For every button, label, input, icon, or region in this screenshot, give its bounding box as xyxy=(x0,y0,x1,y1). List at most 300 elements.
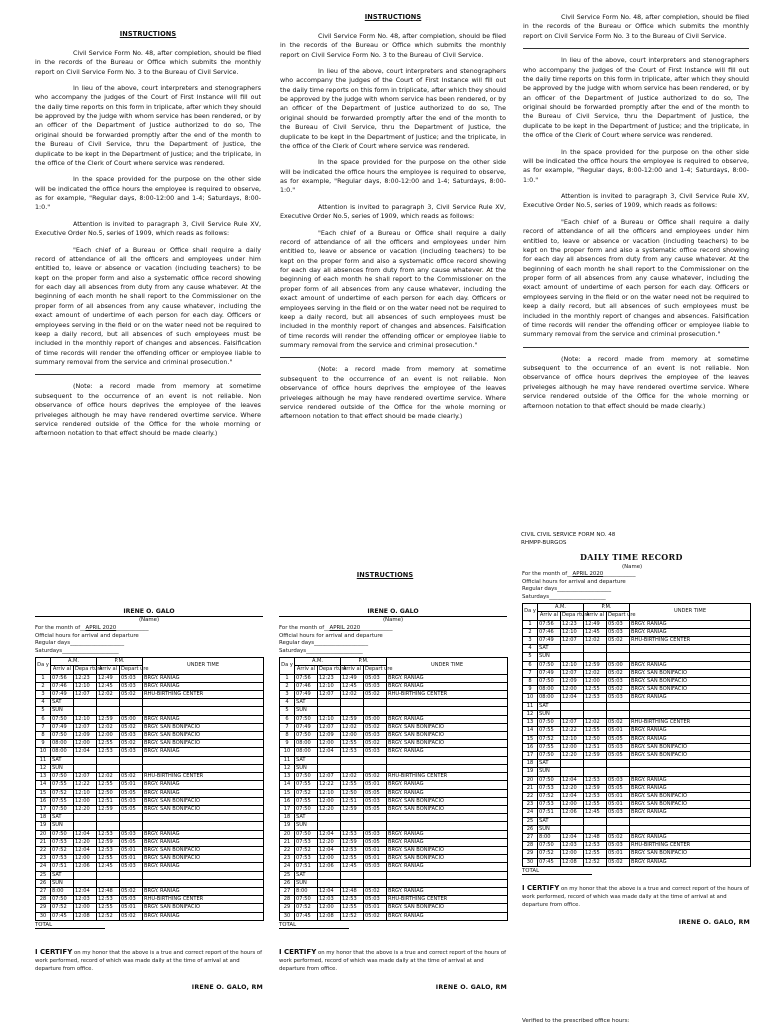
official-hours-label: Official hours for arrival and departure xyxy=(522,578,626,585)
table-row xyxy=(36,781,264,789)
am-arrival-cell: 07:53 xyxy=(538,801,561,809)
dtr-form-right xyxy=(522,564,750,926)
table-row xyxy=(36,896,264,904)
am-departure-cell xyxy=(74,764,97,772)
location-cell xyxy=(387,699,508,707)
day-cell: 11 xyxy=(523,702,538,710)
am-departure-cell: 12:09 xyxy=(561,678,584,686)
am-arrival-cell: 07:50 xyxy=(51,732,74,740)
table-row xyxy=(36,904,264,912)
pm-departure-cell: 05:03 xyxy=(364,732,387,740)
pm-departure-cell xyxy=(120,879,143,887)
month-value: APRIL 2020 xyxy=(572,571,604,577)
pm-departure-cell: 05:02 xyxy=(120,723,143,731)
pm-arrival-cell: 12:59 xyxy=(584,784,607,792)
am-arrival-cell: 07:45 xyxy=(51,912,74,920)
table-row xyxy=(523,727,751,735)
day-cell: 23 xyxy=(523,801,538,809)
table-row xyxy=(36,838,264,846)
saturdays-label: Saturdays xyxy=(35,647,63,654)
location-cell xyxy=(387,822,508,830)
day-cell: 25 xyxy=(280,871,295,879)
name-label: (Name) xyxy=(382,617,404,623)
pm-arrival-header: Arriv al xyxy=(584,612,607,620)
am-departure-cell xyxy=(561,702,584,710)
table-row xyxy=(36,740,264,748)
day-cell: 26 xyxy=(523,825,538,833)
table-row xyxy=(36,691,264,699)
day-cell: 2 xyxy=(523,628,538,636)
day-cell: 6 xyxy=(280,715,295,723)
am-departure-cell: 12:10 xyxy=(318,682,341,690)
am-departure-cell: 12:04 xyxy=(561,792,584,800)
day-cell: 17 xyxy=(36,805,51,813)
table-row xyxy=(280,797,508,805)
am-arrival-cell: 07:49 xyxy=(538,637,561,645)
table-row xyxy=(36,805,264,813)
location-cell: BRGY. RANIAG xyxy=(387,682,508,690)
table-row xyxy=(36,715,264,723)
am-departure-cell: 12:20 xyxy=(74,805,97,813)
table-row xyxy=(523,735,751,743)
pm-departure-cell: 05:02 xyxy=(607,833,630,841)
location-cell: BRGY. SAN BONIFACIO xyxy=(143,732,264,740)
table-row xyxy=(523,669,751,677)
am-arrival-header: Arriv al xyxy=(51,666,74,674)
location-cell: BRGY. RANIAG xyxy=(387,887,508,895)
pm-arrival-cell: 12:02 xyxy=(97,691,120,699)
table-row xyxy=(523,801,751,809)
table-row xyxy=(523,702,751,710)
table-row xyxy=(280,887,508,895)
table-row xyxy=(280,756,508,764)
pm-departure-cell: 05:03 xyxy=(364,674,387,682)
am-arrival-cell: 07:52 xyxy=(295,789,318,797)
table-row xyxy=(280,822,508,830)
table-row xyxy=(523,628,751,636)
day-cell: 26 xyxy=(280,879,295,887)
am-arrival-cell: 07:50 xyxy=(538,719,561,727)
pm-departure-cell: 05:03 xyxy=(607,628,630,636)
table-row xyxy=(280,740,508,748)
am-departure-cell: 12:22 xyxy=(561,727,584,735)
table-row xyxy=(280,682,508,690)
table-row xyxy=(280,805,508,813)
table-row xyxy=(36,863,264,871)
location-cell xyxy=(630,817,751,825)
pm-arrival-cell: 12:55 xyxy=(584,850,607,858)
pm-departure-cell: 05:03 xyxy=(607,776,630,784)
instructions-block-2 xyxy=(280,13,506,429)
location-cell: RHU-BIRTHING CENTER xyxy=(143,773,264,781)
location-cell xyxy=(143,699,264,707)
dtr-table xyxy=(522,603,751,867)
am-departure-cell xyxy=(561,710,584,718)
month-prefix: For the month of xyxy=(279,625,325,631)
pm-arrival-cell: 12:00 xyxy=(341,732,364,740)
am-departure-cell: 12:00 xyxy=(74,904,97,912)
table-row xyxy=(523,751,751,759)
table-row xyxy=(523,858,751,866)
location-cell: BRGY. RANIAG xyxy=(143,789,264,797)
pm-departure-header: Depart ure xyxy=(608,612,636,619)
am-departure-cell: 12:23 xyxy=(561,620,584,628)
day-cell: 30 xyxy=(36,912,51,920)
table-row xyxy=(280,879,508,887)
am-arrival-cell: SUN xyxy=(295,822,318,830)
am-arrival-cell: 07:55 xyxy=(295,797,318,805)
pm-arrival-cell: 12:02 xyxy=(341,773,364,781)
location-cell: BRGY. SAN BONIFACIO xyxy=(630,678,751,686)
location-cell: RHU-BIRTHING CENTER xyxy=(143,896,264,904)
location-cell: BRGY. SAN BONIFACIO xyxy=(143,846,264,854)
month-prefix: For the month of xyxy=(35,625,81,631)
day-cell: 24 xyxy=(523,809,538,817)
day-cell: 22 xyxy=(523,792,538,800)
am-arrival-cell: SUN xyxy=(538,768,561,776)
day-cell: 20 xyxy=(280,830,295,838)
location-cell: BRGY. SAN BONIFACIO xyxy=(630,801,751,809)
am-arrival-cell: 8:00 xyxy=(295,887,318,895)
am-arrival-cell: 07:56 xyxy=(51,674,74,682)
table-row xyxy=(36,773,264,781)
pm-arrival-cell: 12:50 xyxy=(341,789,364,797)
am-arrival-cell: 07:50 xyxy=(51,805,74,813)
location-cell xyxy=(387,756,508,764)
am-departure-cell: 12:10 xyxy=(74,789,97,797)
day-cell: 9 xyxy=(36,740,51,748)
day-cell: 13 xyxy=(523,719,538,727)
pm-departure-cell xyxy=(364,764,387,772)
official-hours-label: Official hours for arrival and departure xyxy=(35,632,139,639)
am-arrival-cell: 07:49 xyxy=(295,691,318,699)
am-departure-cell: 12:23 xyxy=(318,674,341,682)
pm-arrival-cell: 12:50 xyxy=(97,789,120,797)
pm-arrival-cell: 12:59 xyxy=(97,838,120,846)
pm-departure-cell: 05:05 xyxy=(120,838,143,846)
pm-arrival-cell: 12:59 xyxy=(341,838,364,846)
am-arrival-cell: 07:50 xyxy=(295,773,318,781)
day-cell: 9 xyxy=(280,740,295,748)
day-cell: 7 xyxy=(280,723,295,731)
table-row xyxy=(280,789,508,797)
day-cell: 21 xyxy=(36,838,51,846)
am-arrival-cell: 07:53 xyxy=(538,784,561,792)
pm-departure-cell: 05:01 xyxy=(120,846,143,854)
saturdays-label: Saturdays xyxy=(522,593,550,600)
location-cell xyxy=(630,710,751,718)
instructions-p6: (Note: a record made from memory at sometime subsequent to the occurrence of an event is not reliable. Non observance of office hours deprives the employee of the leaves priveleges although he may have rendered overtime service. Where service rendered outside of the Office for the whole morning or afternoon notation to that effect should be made clearly.) xyxy=(280,366,506,421)
table-row xyxy=(36,871,264,879)
location-cell: BRGY. SAN BONIFACIO xyxy=(630,743,751,751)
pm-departure-cell xyxy=(607,653,630,661)
day-cell: 27 xyxy=(523,833,538,841)
am-arrival-cell: 07:55 xyxy=(51,797,74,805)
pm-arrival-cell: 12:02 xyxy=(584,719,607,727)
table-row xyxy=(280,830,508,838)
pm-arrival-cell: 12:02 xyxy=(341,691,364,699)
am-arrival-header: Arriv al xyxy=(295,666,318,674)
am-departure-cell: 12:00 xyxy=(561,686,584,694)
location-cell xyxy=(630,825,751,833)
day-cell: 25 xyxy=(523,817,538,825)
am-arrival-cell: 07:53 xyxy=(295,855,318,863)
pm-departure-cell: 05:03 xyxy=(120,674,143,682)
am-departure-cell: 12:07 xyxy=(561,637,584,645)
day-cell: 27 xyxy=(280,887,295,895)
instructions-p5: "Each chief of a Bureau or Office shall require a daily record of attendance of all the officers and employees under him entitled to, leave or absence or vacation (including teachers) to be kept on the proper form and also a systematic office record showing for each day all absences from duty from any cause whatever. At the beginning of each month he shall report to the Commissioner on the proper form of all absences from any cause whatever, including the exact amount of undertime of each person for each day. Officers or employees serving in the field or on the water need not be required to keep a daily record, but all absences of such employees must be included in the monthly report of changes and absences. Falsification of time records will render the offending officer or employee liable to summary removal from the service and criminal prosecution." xyxy=(35,246,261,366)
form-number: CIVIL CIVIL SERVICE FORM NO. 48 xyxy=(521,532,616,538)
am-departure-cell xyxy=(561,760,584,768)
am-departure-cell xyxy=(74,822,97,830)
pm-arrival-cell: 12:00 xyxy=(97,732,120,740)
day-cell: 1 xyxy=(523,620,538,628)
location-cell: BRGY. RANIAG xyxy=(143,838,264,846)
am-arrival-cell: 08:00 xyxy=(538,694,561,702)
am-arrival-cell: 07:52 xyxy=(538,792,561,800)
location-cell: RHU-BIRTHING CENTER xyxy=(143,691,264,699)
day-cell: 27 xyxy=(36,887,51,895)
am-departure-cell xyxy=(74,707,97,715)
am-header: A.M. xyxy=(538,604,584,612)
pm-arrival-cell: 12:48 xyxy=(97,887,120,895)
instructions-title: INSTRUCTIONS xyxy=(364,13,422,21)
am-departure-header: Depa rture xyxy=(75,666,103,673)
am-departure-cell: 12:04 xyxy=(318,846,341,854)
certify-text: on my honor that the above is a true and correct report of the hours of work performed, record of which was made daily at the time of arrival at and departure from office. xyxy=(279,949,507,972)
am-arrival-cell: 08:00 xyxy=(51,748,74,756)
day-cell: 10 xyxy=(523,694,538,702)
day-cell: 20 xyxy=(36,830,51,838)
day-cell: 14 xyxy=(523,727,538,735)
pm-arrival-cell: 12:59 xyxy=(97,805,120,813)
total-label: TOTAL xyxy=(522,868,592,875)
pm-arrival-cell xyxy=(584,702,607,710)
am-arrival-cell: SUN xyxy=(295,879,318,887)
location-cell: BRGY. RANIAG xyxy=(387,912,508,920)
pm-departure-cell: 05:03 xyxy=(607,620,630,628)
table-row xyxy=(36,879,264,887)
am-departure-header: Depa rture xyxy=(319,666,347,673)
day-cell: 5 xyxy=(280,707,295,715)
am-departure-cell: 12:07 xyxy=(74,723,97,731)
pm-arrival-cell: 12:53 xyxy=(341,748,364,756)
signature: IRENE O. GALO, RM xyxy=(191,983,263,991)
location-cell: BRGY. RANIAG xyxy=(630,620,751,628)
pm-header: P.M. xyxy=(97,658,143,666)
pm-departure-cell xyxy=(364,756,387,764)
pm-arrival-cell xyxy=(341,879,364,887)
pm-departure-cell: 05:01 xyxy=(364,904,387,912)
table-row xyxy=(523,620,751,628)
pm-arrival-cell xyxy=(341,822,364,830)
day-cell: 8 xyxy=(36,732,51,740)
pm-arrival-cell: 12:49 xyxy=(584,620,607,628)
am-arrival-cell: SAT xyxy=(295,814,318,822)
signature: IRENE O. GALO, RM xyxy=(678,918,750,926)
location-cell xyxy=(143,756,264,764)
am-departure-cell: 12:00 xyxy=(74,855,97,863)
pm-departure-cell: 05:03 xyxy=(120,748,143,756)
location-cell: RHU-BIRTHING CENTER xyxy=(387,691,508,699)
am-departure-cell: 12:10 xyxy=(74,682,97,690)
location-cell: BRGY. RANIAG xyxy=(143,830,264,838)
am-departure-cell: 12:10 xyxy=(318,789,341,797)
table-row xyxy=(36,732,264,740)
location-cell xyxy=(630,702,751,710)
location-cell xyxy=(143,879,264,887)
location-cell: BRGY. RANIAG xyxy=(387,830,508,838)
am-arrival-cell: 07:50 xyxy=(295,830,318,838)
table-row xyxy=(280,707,508,715)
table-row xyxy=(523,678,751,686)
pm-departure-cell: 05:05 xyxy=(120,789,143,797)
regular-days-label: Regular days xyxy=(279,640,315,647)
am-arrival-cell: 07:52 xyxy=(51,904,74,912)
instructions-p4: Attention is invited to paragraph 3, Civil Service Rule XV, Executive Order No.5, series of 1909, which reads as follows: xyxy=(523,193,749,210)
day-cell: 2 xyxy=(280,682,295,690)
divider xyxy=(523,48,749,49)
day-cell: 22 xyxy=(36,846,51,854)
pm-departure-cell: 05:02 xyxy=(120,691,143,699)
pm-departure-cell: 05:02 xyxy=(364,912,387,920)
location-cell xyxy=(630,653,751,661)
pm-arrival-cell xyxy=(97,822,120,830)
am-arrival-cell: 07:50 xyxy=(538,776,561,784)
am-arrival-header: Arriv al xyxy=(538,612,561,620)
am-departure-cell xyxy=(74,814,97,822)
day-cell: 4 xyxy=(523,645,538,653)
am-arrival-cell: 07:52 xyxy=(295,846,318,854)
am-departure-cell xyxy=(318,764,341,772)
am-departure-cell: 12:20 xyxy=(318,805,341,813)
am-arrival-cell: SAT xyxy=(295,699,318,707)
instructions-p1: Civil Service Form No. 48, after completion, should be filed in the records of the Bureau or Office which submits the monthly report on Civil Service Form No. 3 to the Bureau of Civil Service. xyxy=(280,32,506,59)
pm-arrival-cell xyxy=(97,764,120,772)
pm-arrival-cell: 12:55 xyxy=(97,781,120,789)
pm-departure-cell: 05:01 xyxy=(120,904,143,912)
pm-departure-cell xyxy=(607,645,630,653)
pm-arrival-cell xyxy=(584,710,607,718)
am-departure-cell xyxy=(74,879,97,887)
location-cell xyxy=(387,764,508,772)
am-arrival-cell: SUN xyxy=(51,822,74,830)
location-cell: BRGY. RANIAG xyxy=(387,789,508,797)
table-row xyxy=(36,674,264,682)
pm-arrival-cell: 12:52 xyxy=(341,912,364,920)
day-cell: 29 xyxy=(36,904,51,912)
table-row xyxy=(36,855,264,863)
instructions-p3: In the space provided for the purpose on the other side will be indicated the office hours the employee is required to observe, as for example, "Regular days, 8:00-12:00 and 1-4; Saturdays, 8:00-1:0." xyxy=(280,159,506,195)
table-row xyxy=(280,732,508,740)
instructions-p2: In lieu of the above, court interpreters and stenographers who accompany the judges of the Court of First Instance will fill out the daily time reports on this form in triplicate, after which they should be approved by the judge with whom service has been rendered, or by an officer of the Department of Justice authorized to do so, The original should be forwarded promptly after the end of the month to the Bureau of Civil Service, thru the Department of Justice, the duplicate to be kept in the Department of Justice; and the triplicate, in the office of the Clerk of Court where service was rendered. xyxy=(523,57,749,140)
am-arrival-cell: SAT xyxy=(538,817,561,825)
pm-departure-cell xyxy=(364,707,387,715)
pm-departure-cell: 05:05 xyxy=(607,784,630,792)
day-cell: 4 xyxy=(36,699,51,707)
pm-arrival-cell: 12:50 xyxy=(584,735,607,743)
day-cell: 28 xyxy=(523,842,538,850)
am-arrival-cell: 07:56 xyxy=(538,620,561,628)
am-arrival-cell: SAT xyxy=(538,760,561,768)
am-departure-cell xyxy=(318,879,341,887)
am-departure-cell: 12:00 xyxy=(318,904,341,912)
am-arrival-cell: 07:50 xyxy=(51,715,74,723)
form-header xyxy=(521,531,615,547)
pm-departure-cell: 05:01 xyxy=(607,727,630,735)
table-row xyxy=(523,842,751,850)
certification xyxy=(279,947,507,974)
pm-arrival-cell: 12:55 xyxy=(97,740,120,748)
day-cell: 28 xyxy=(36,896,51,904)
am-arrival-cell: 07:52 xyxy=(538,850,561,858)
location-cell: BRGY. SAN BONIFACIO xyxy=(143,904,264,912)
pm-departure-cell: 05:05 xyxy=(607,735,630,743)
pm-departure-cell: 05:02 xyxy=(364,691,387,699)
table-row xyxy=(280,715,508,723)
am-header: A.M. xyxy=(295,658,341,666)
location-cell xyxy=(143,822,264,830)
pm-departure-cell: 05:02 xyxy=(364,773,387,781)
pm-departure-cell xyxy=(364,879,387,887)
instructions-p4: Attention is invited to paragraph 3, Civil Service Rule XV, Executive Order No.5, series of 1909, which reads as follows: xyxy=(35,220,261,238)
location-cell: BRGY. RANIAG xyxy=(630,727,751,735)
am-departure-cell: 12:00 xyxy=(74,740,97,748)
location-cell: BRGY. RANIAG xyxy=(387,674,508,682)
am-departure-cell xyxy=(561,645,584,653)
pm-departure-cell: 05:02 xyxy=(120,887,143,895)
table-row xyxy=(523,792,751,800)
am-departure-cell: 12:07 xyxy=(74,773,97,781)
certification xyxy=(522,883,750,910)
pm-arrival-cell: 12:55 xyxy=(97,904,120,912)
location-cell: BRGY. SAN BONIFACIO xyxy=(630,669,751,677)
pm-departure-cell xyxy=(120,822,143,830)
table-row xyxy=(280,814,508,822)
am-departure-cell: 12:03 xyxy=(74,896,97,904)
table-row xyxy=(280,912,508,920)
day-cell: 19 xyxy=(523,768,538,776)
location-cell: BRGY. RANIAG xyxy=(630,694,751,702)
am-departure-cell: 12:20 xyxy=(561,784,584,792)
am-arrival-cell: SAT xyxy=(295,871,318,879)
am-departure-cell: 12:20 xyxy=(74,838,97,846)
table-row xyxy=(523,743,751,751)
table-row xyxy=(36,756,264,764)
am-arrival-cell: 07:50 xyxy=(51,896,74,904)
day-cell: 18 xyxy=(280,814,295,822)
pm-arrival-cell: 12:02 xyxy=(97,723,120,731)
pm-departure-cell: 05:02 xyxy=(120,773,143,781)
table-row xyxy=(36,789,264,797)
pm-arrival-cell: 12:53 xyxy=(97,846,120,854)
pm-departure-header: Depart ure xyxy=(121,666,149,673)
am-departure-cell: 12:10 xyxy=(561,735,584,743)
am-arrival-cell: 07:49 xyxy=(51,723,74,731)
table-row xyxy=(523,784,751,792)
pm-departure-cell: 05:05 xyxy=(364,838,387,846)
undertime-header: UNDER TIME xyxy=(387,658,508,674)
pm-arrival-cell: 12:48 xyxy=(341,887,364,895)
pm-arrival-cell: 12:59 xyxy=(584,751,607,759)
am-arrival-cell: 07:49 xyxy=(295,723,318,731)
location-cell: BRGY. SAN BONIFACIO xyxy=(387,723,508,731)
signature: IRENE O. GALO, RM xyxy=(435,983,507,991)
pm-arrival-cell: 12:49 xyxy=(97,674,120,682)
am-arrival-cell: 07:50 xyxy=(51,773,74,781)
pm-arrival-cell: 12:55 xyxy=(341,781,364,789)
am-departure-cell: 12:06 xyxy=(318,863,341,871)
